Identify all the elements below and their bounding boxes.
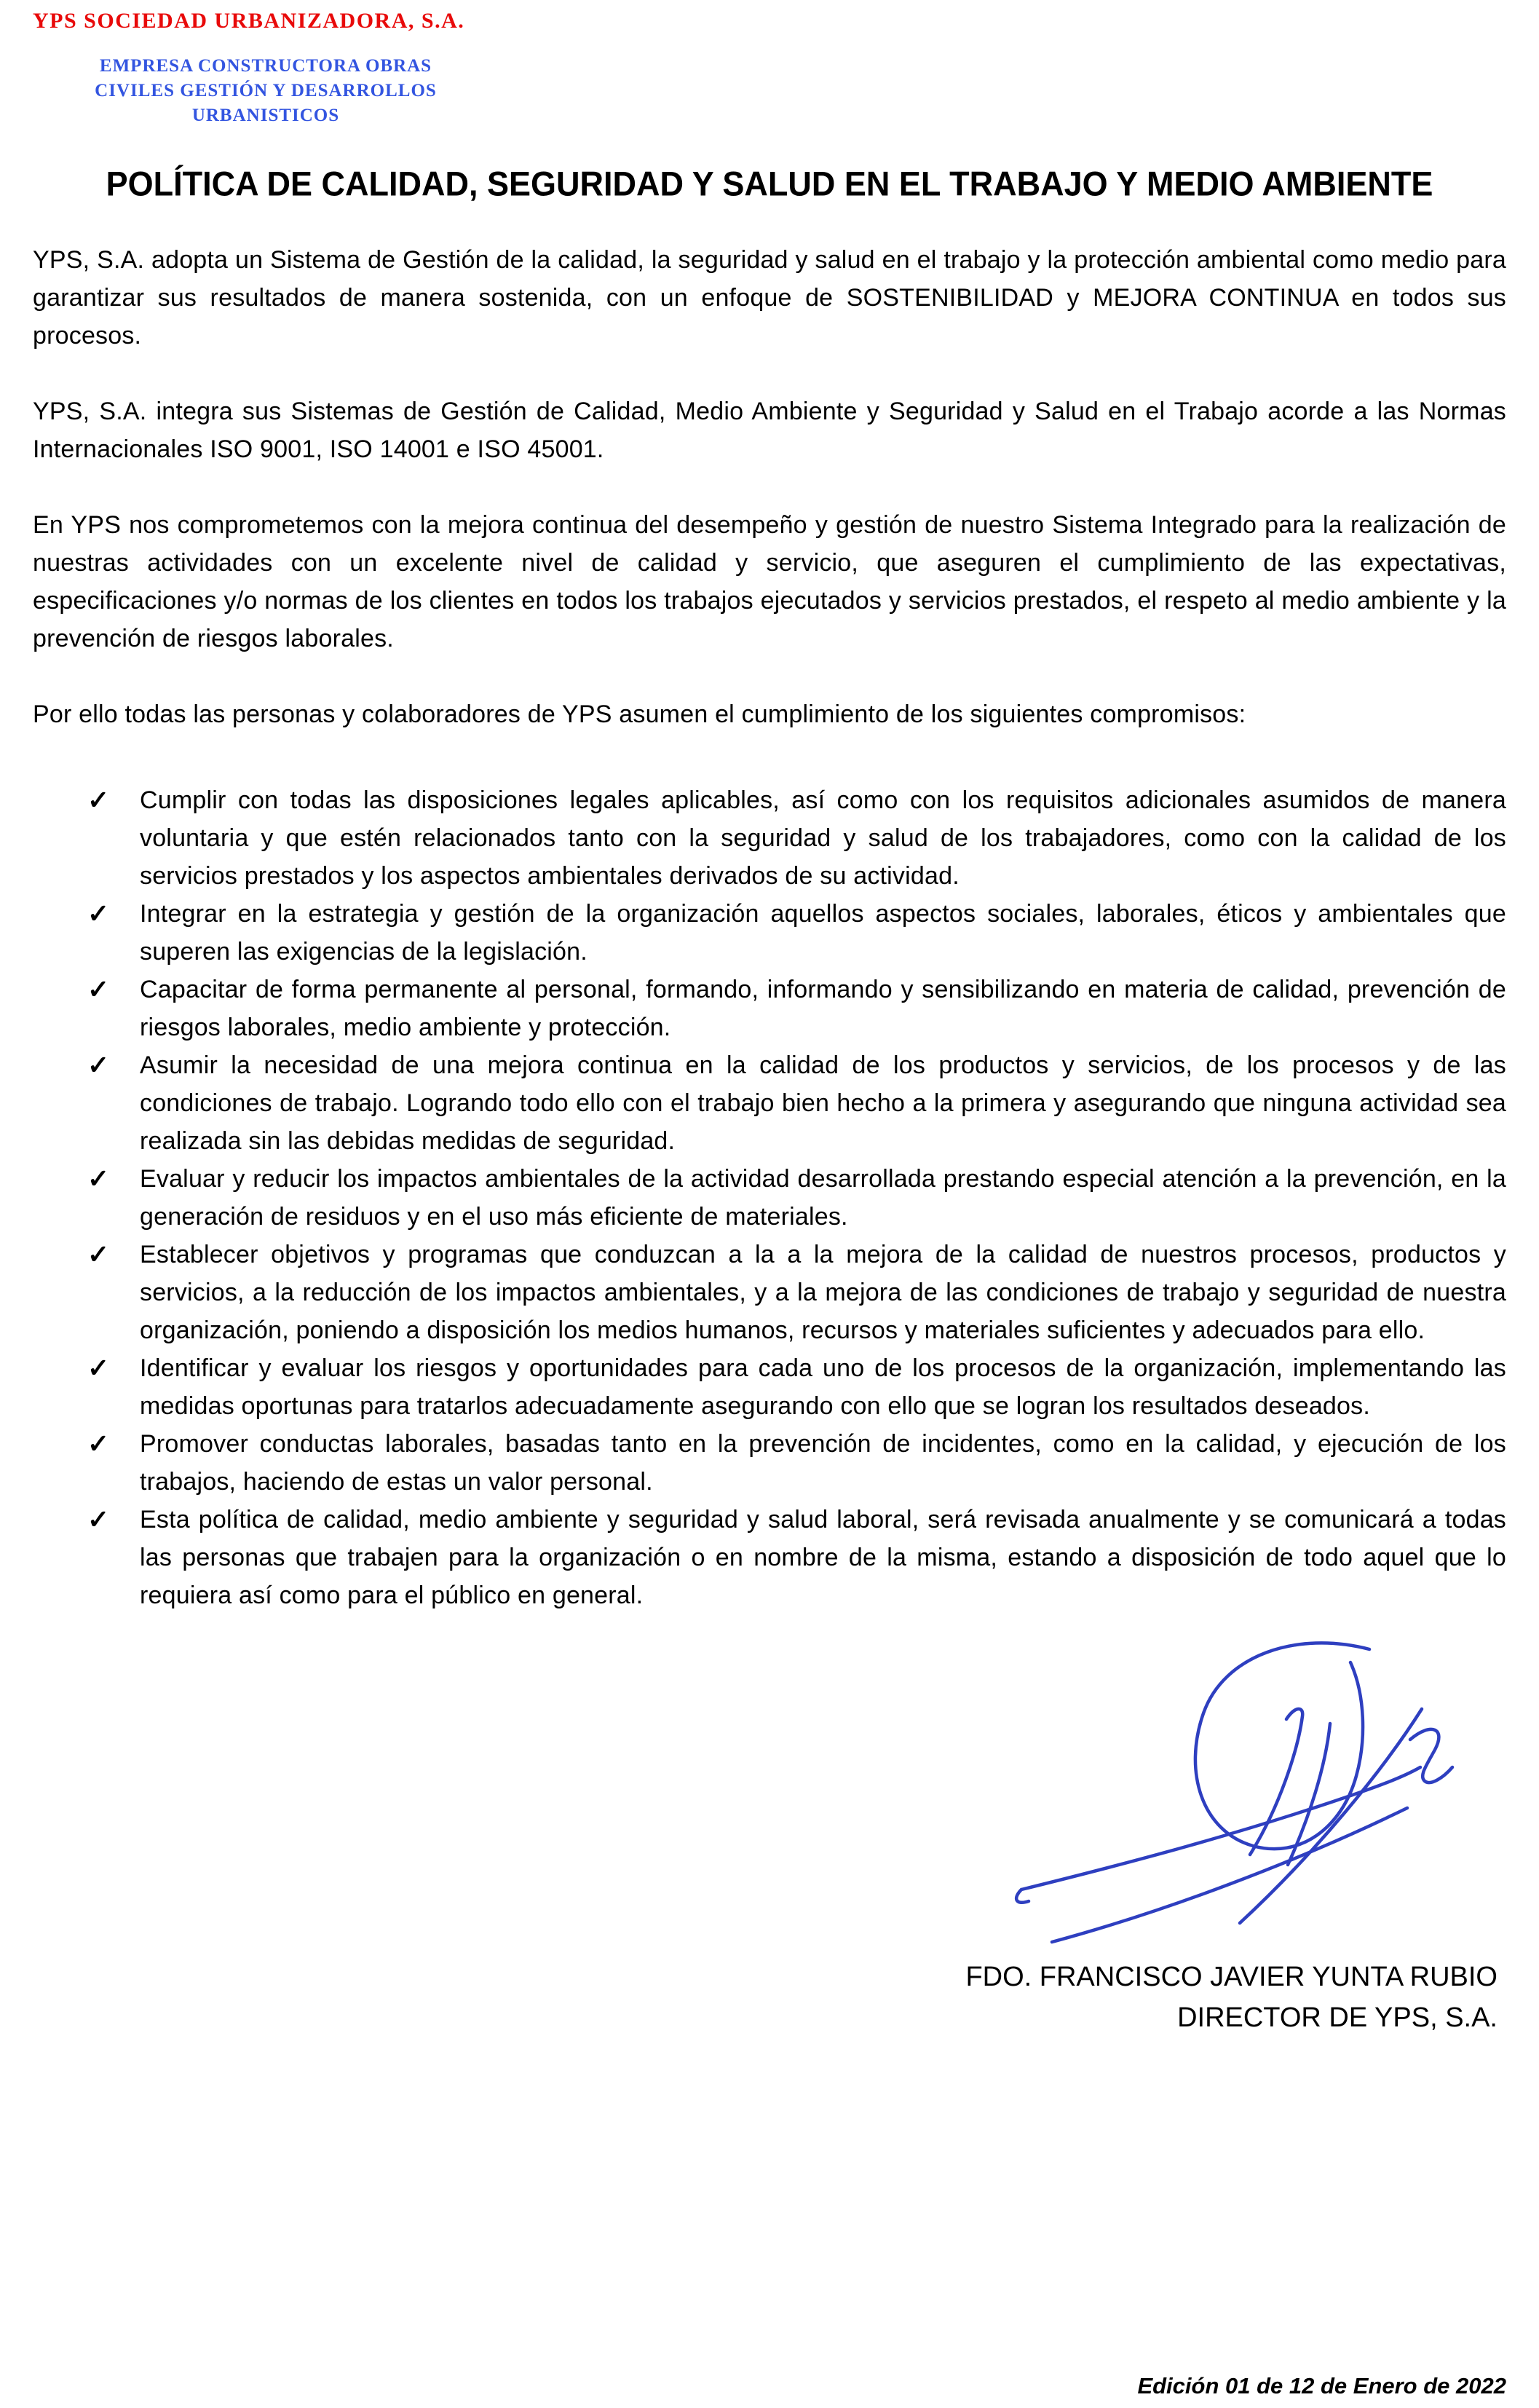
- letterhead: [33, 9, 1506, 127]
- list-item: [87, 895, 1506, 971]
- list-item-text: Promover conductas laborales, basadas tanto en la prevención de incidentes, como en la calidad, y ejecución de los trabajos, haciendo de estas un valor personal.: [140, 1430, 1506, 1496]
- list-item: [87, 1160, 1506, 1236]
- check-bullet-icon: ✓: [87, 1164, 110, 1194]
- check-bullet-icon: ✓: [87, 899, 110, 929]
- paragraph: Por ello todas las personas y colaboradores de YPS asumen el cumplimiento de los siguientes compromisos:: [33, 700, 1246, 729]
- list-item: [87, 1046, 1506, 1160]
- check-bullet-icon: ✓: [87, 1353, 110, 1383]
- page-title: POLÍTICA DE CALIDAD, SEGURIDAD Y SALUD EN EL TRABAJO Y MEDIO AMBIENTE: [106, 164, 1433, 204]
- paragraph: YPS, S.A. adopta un Sistema de Gestión de la calidad, la seguridad y salud en el trabajo y la protección ambiental como medio para garantizar sus resultados de manera sostenida, con un enfoque de SOSTENIBILIDAD y MEJORA CONTINUA en todos sus procesos.: [33, 246, 1506, 350]
- list-item: [87, 1425, 1506, 1501]
- signature-scribble: [1005, 1633, 1471, 1954]
- list-item-text: Integrar en la estrategia y gestión de la organización aquellos aspectos sociales, laborales, éticos y ambientales que superen las exigencias de la legislación.: [140, 900, 1506, 966]
- signer-name: FDO. FRANCISCO JAVIER YUNTA RUBIO: [965, 1962, 1498, 1993]
- check-bullet-icon: ✓: [87, 974, 110, 1005]
- list-item: [87, 1349, 1506, 1425]
- list-item: [87, 781, 1506, 895]
- list-item-text: Asumir la necesidad de una mejora continua en la calidad de los productos y servicios, de los procesos y de las condiciones de trabajo. Logrando todo ello con el trabajo bien hecho a la primera y asegurando que ninguna actividad sea realizada sin las debidas medidas de seguridad.: [140, 1051, 1506, 1156]
- paragraph: YPS, S.A. integra sus Sistemas de Gestión de Calidad, Medio Ambiente y Seguridad y Salud en el Trabajo acorde a las Normas Internacionales ISO 9001, ISO 14001 e ISO 45001.: [33, 398, 1506, 464]
- company-tagline: [33, 54, 499, 127]
- list-item-text: Cumplir con todas las disposiciones legales aplicables, así como con los requisitos adicionales asumidos de manera voluntaria y que estén relacionados tanto con la seguridad y salud de los trabajadores, como con la calidad de los servicios prestados y los aspectos ambientales derivados de su actividad.: [140, 786, 1506, 891]
- list-item: [87, 971, 1506, 1046]
- list-item-text: Esta política de calidad, medio ambiente y seguridad y salud laboral, será revisada anualmente y se comunicará a todas las personas que trabajen para la organización o en nombre de la misma, estando a disposición de todo aquel que lo requiera así como para el público en general.: [140, 1506, 1506, 1610]
- list-item: [87, 1236, 1506, 1349]
- signer-role: DIRECTOR DE YPS, S.A.: [1177, 2002, 1498, 2034]
- list-item-text: Evaluar y reducir los impactos ambientales de la actividad desarrollada prestando especial atención a la prevención, en la generación de residuos y en el uso más eficiente de materiales.: [140, 1165, 1506, 1231]
- list-item-text: Establecer objetivos y programas que conduzcan a la a la mejora de la calidad de nuestros procesos, productos y servicios, a la reducción de los impactos ambientales, y a la mejora de las condiciones de trabajo y seguridad de nuestra organización, poniendo a disposición los medios humanos, recursos y materiales suficientes y adecuados para ello.: [140, 1241, 1506, 1345]
- list-item-text: Capacitar de forma permanente al personal, formando, informando y sensibilizando en materia de calidad, prevención de riesgos laborales, medio ambiente y protección.: [140, 976, 1506, 1042]
- check-bullet-icon: ✓: [87, 1050, 110, 1081]
- list-item-text: Identificar y evaluar los riesgos y oportunidades para cada uno de los procesos de la organización, implementando las medidas oportunas para tratarlos adecuadamente asegurando con ello que se logran los resultados deseados.: [140, 1354, 1506, 1421]
- tagline-line: CIVILES GESTIÓN Y DESARROLLOS: [95, 80, 437, 100]
- check-bullet-icon: ✓: [87, 1239, 110, 1270]
- check-bullet-icon: ✓: [87, 1504, 110, 1535]
- edition-footer: Edición 01 de 12 de Enero de 2022: [1137, 2373, 1506, 2399]
- tagline-line: URBANISTICOS: [191, 105, 340, 125]
- list-item: [87, 1501, 1506, 1614]
- signature-block: [33, 1633, 1506, 2038]
- company-name: YPS SOCIEDAD URBANIZADORA, S.A.: [33, 9, 465, 33]
- tagline-line: EMPRESA CONSTRUCTORA OBRAS: [99, 56, 432, 76]
- paragraph: En YPS nos comprometemos con la mejora continua del desempeño y gestión de nuestro Sistema Integrado para la realización de nuestras actividades con un excelente nivel de calidad y servicio, que aseguren el cumplimiento de las expectativas, especificaciones y/o normas de los clientes en todos los trabajos ejecutados y servicios prestados, el respeto al medio ambiente y la prevención de riesgos laborales.: [33, 511, 1506, 653]
- body-text: [33, 241, 1506, 1614]
- signature-lines: [965, 1957, 1498, 2038]
- check-bullet-icon: ✓: [87, 1429, 110, 1459]
- commitments-list: [87, 781, 1506, 1614]
- check-bullet-icon: ✓: [87, 785, 110, 816]
